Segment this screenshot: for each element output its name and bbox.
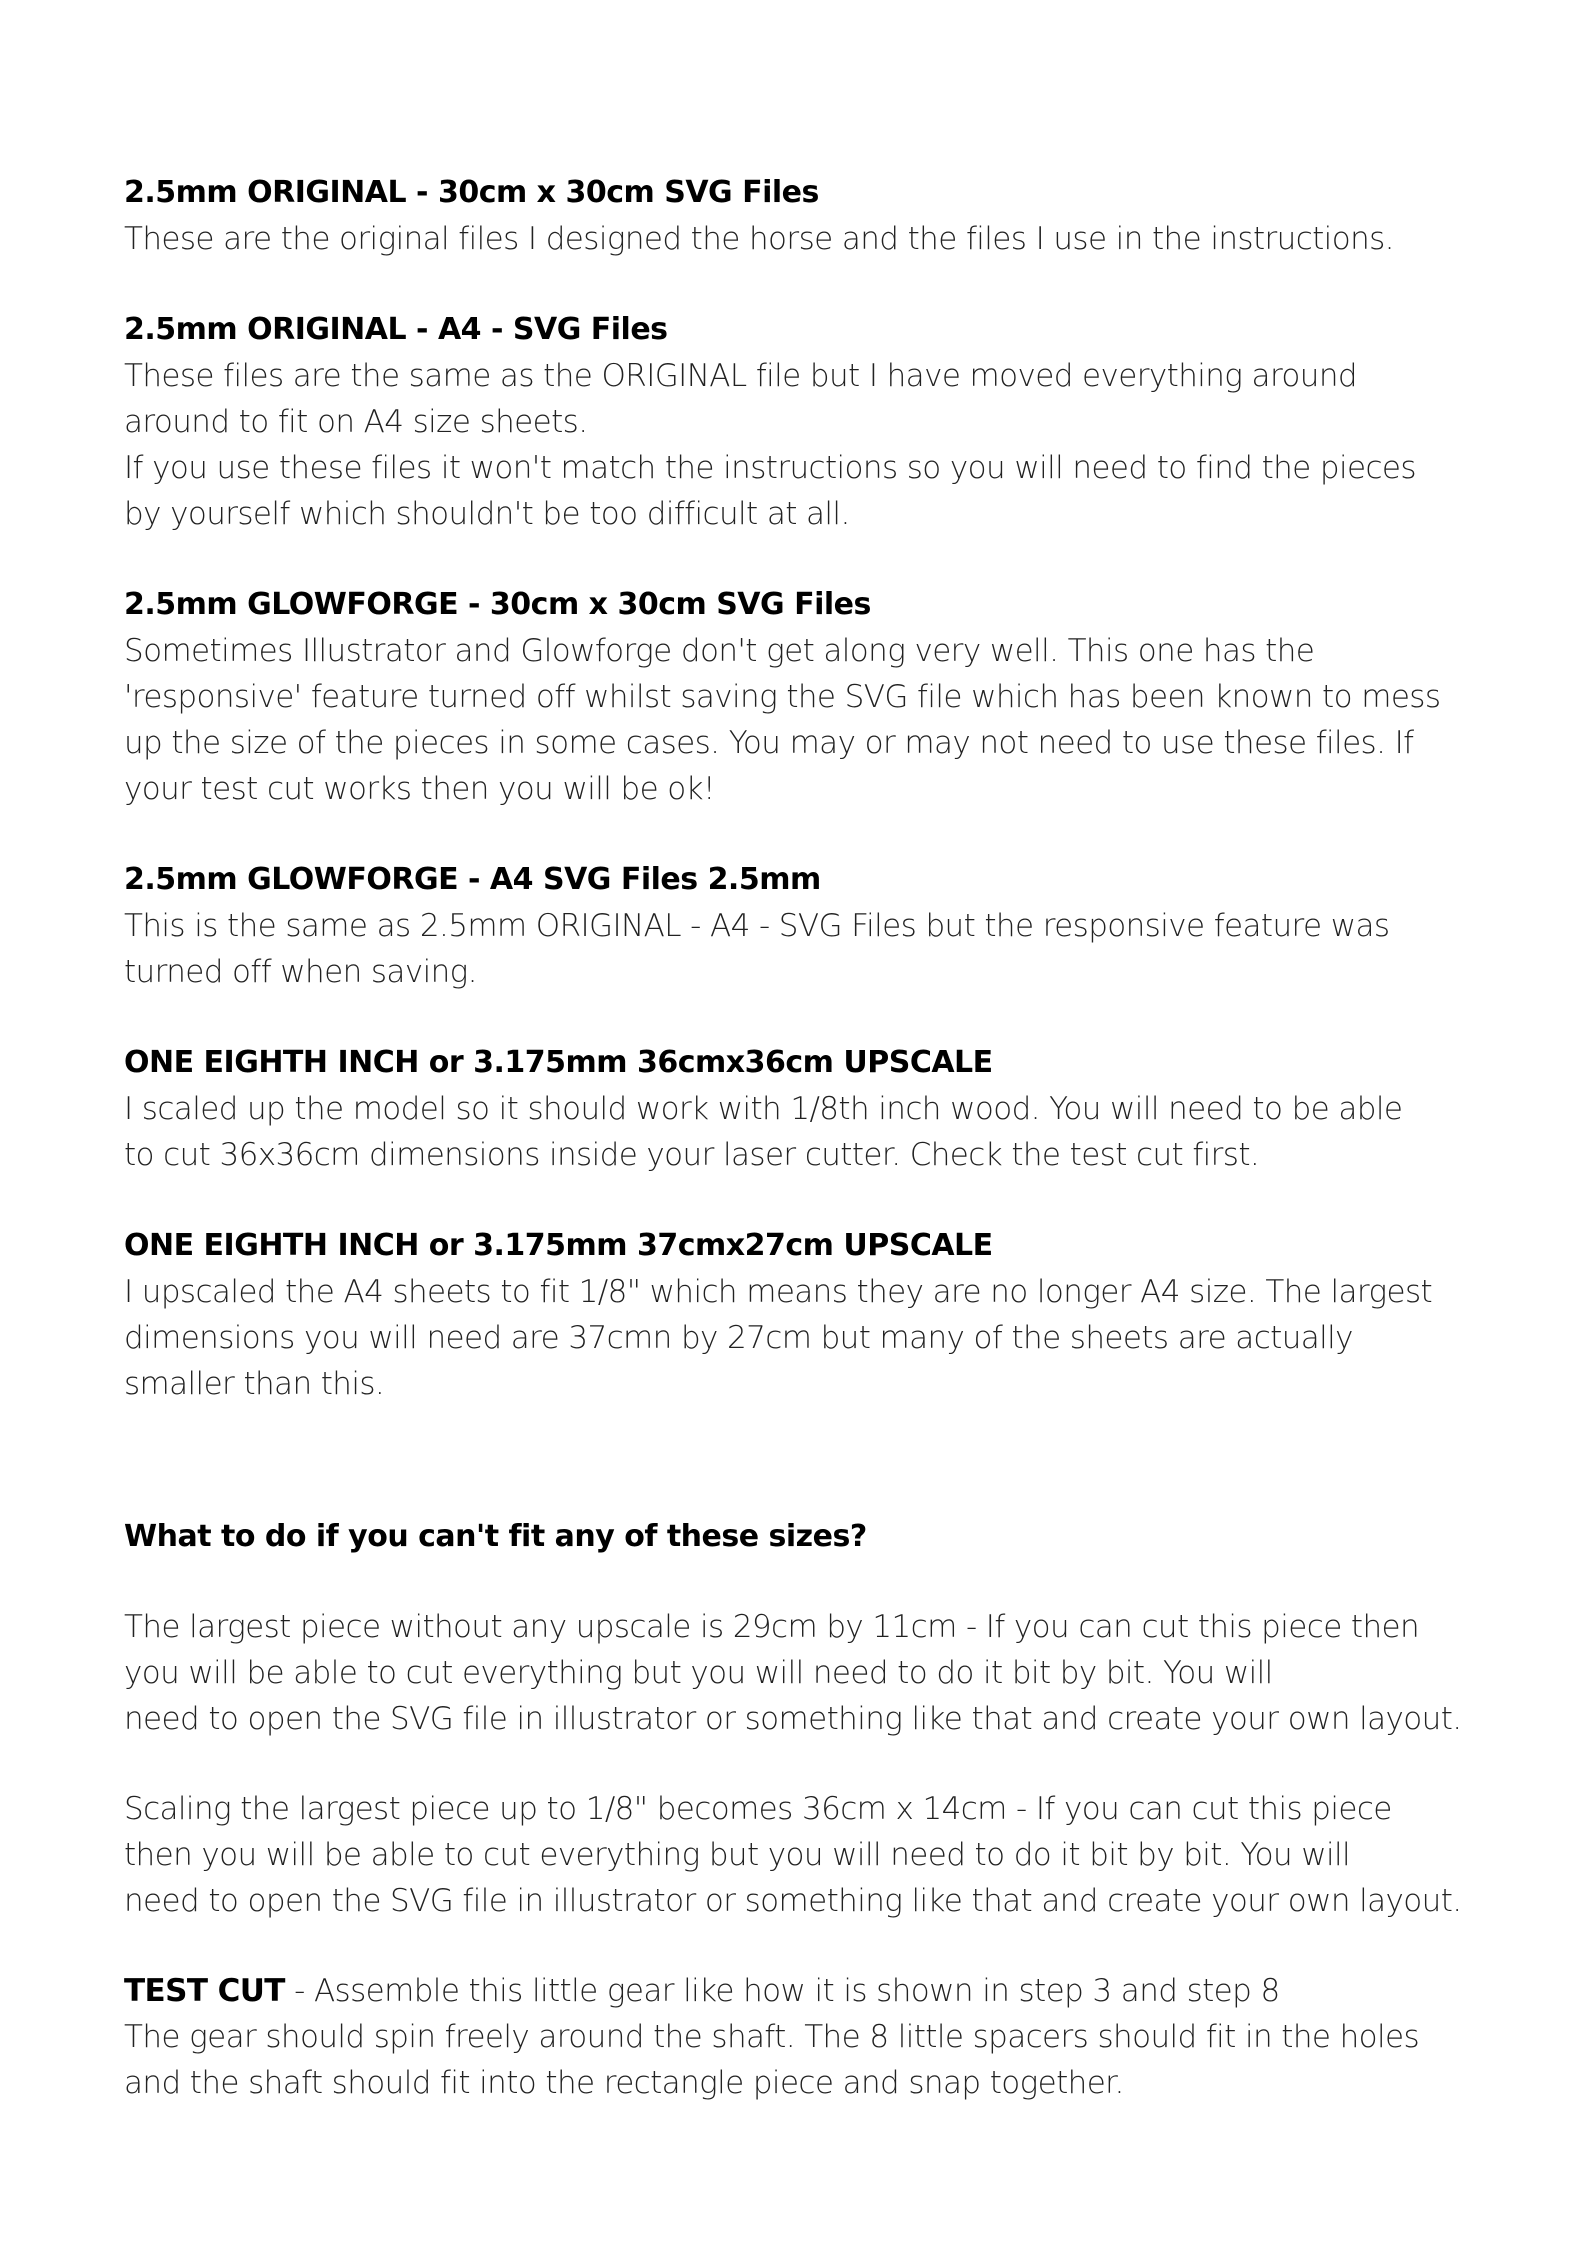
test-cut-label: TEST CUT xyxy=(124,1973,285,2009)
test-cut-first-line xyxy=(124,1968,1484,2014)
section-glowforge-a4 xyxy=(124,857,1484,995)
section-original-30cm xyxy=(124,170,1484,262)
section-heading: 2.5mm ORIGINAL - A4 - SVG Files xyxy=(124,312,668,347)
paragraph-line: need to open the SVG file in illustrator or something like that and create your own layout. xyxy=(124,1883,1462,1919)
section-text-line: 'responsive' feature turned off whilst saving the SVG file which has been known to mess xyxy=(124,679,1441,715)
section-text-line: This is the same as 2.5mm ORIGINAL - A4 - SVG Files but the responsive feature was xyxy=(124,908,1390,944)
section-text-line: your test cut works then you will be ok! xyxy=(124,771,715,807)
paragraph-line: Scaling the largest piece up to 1/8" becomes 36cm x 14cm - If you can cut this piece xyxy=(124,1791,1392,1827)
spacer xyxy=(124,1452,1484,1514)
section-test-cut xyxy=(124,1968,1484,2106)
section-text-line: These are the original files I designed the horse and the files I use in the instructions. xyxy=(124,221,1394,257)
test-cut-line: and the shaft should fit into the rectangle piece and snap together. xyxy=(124,2065,1124,2101)
section-text-line: smaller than this. xyxy=(124,1366,385,1402)
section-text-line: dimensions you will need are 37cmn by 27cm but many of the sheets are actually xyxy=(124,1320,1353,1356)
section-heading: 2.5mm GLOWFORGE - 30cm x 30cm SVG Files xyxy=(124,587,871,622)
section-heading: ONE EIGHTH INCH or 3.175mm 37cmx27cm UPSCALE xyxy=(124,1228,993,1263)
section-text-line: around to fit on A4 size sheets. xyxy=(124,404,588,440)
section-text-line: turned off when saving. xyxy=(124,954,477,990)
section-text-line: by yourself which shouldn't be too difficult at all. xyxy=(124,496,850,532)
section-glowforge-30cm xyxy=(124,582,1484,812)
paragraph-line: need to open the SVG file in illustrator or something like that and create your own layout. xyxy=(124,1701,1462,1737)
paragraph-no-upscale xyxy=(124,1604,1484,1742)
paragraph-line: you will be able to cut everything but you will need to do it bit by bit. You will xyxy=(124,1655,1273,1691)
section-text-line: up the size of the pieces in some cases. You may or may not need to use these files. If xyxy=(124,725,1414,761)
question-heading: What to do if you can't fit any of these sizes? xyxy=(124,1519,867,1554)
section-text-line: I upscaled the A4 sheets to fit 1/8" which means they are no longer A4 size. The largest xyxy=(124,1274,1433,1310)
section-cant-fit xyxy=(124,1514,1484,1924)
section-heading: 2.5mm GLOWFORGE - A4 SVG Files 2.5mm xyxy=(124,862,821,897)
document-page xyxy=(124,170,1484,2106)
paragraph-upscale xyxy=(124,1786,1484,1924)
section-eighth-inch-37cm xyxy=(124,1223,1484,1407)
section-text-line: Sometimes Illustrator and Glowforge don't get along very well. This one has the xyxy=(124,633,1315,669)
section-text-line: These files are the same as the ORIGINAL file but I have moved everything around xyxy=(124,358,1357,394)
section-heading: ONE EIGHTH INCH or 3.175mm 36cmx36cm UPSCALE xyxy=(124,1045,993,1080)
test-cut-first-line-text: - Assemble this little gear like how it is shown in step 3 and step 8 xyxy=(284,1973,1280,2009)
section-text-line: to cut 36x36cm dimensions inside your laser cutter. Check the test cut first. xyxy=(124,1137,1260,1173)
section-eighth-inch-36cm xyxy=(124,1040,1484,1178)
paragraph-line: then you will be able to cut everything but you will need to do it bit by bit. You will xyxy=(124,1837,1351,1873)
test-cut-line: The gear should spin freely around the shaft. The 8 little spacers should fit in the holes xyxy=(124,2019,1420,2055)
paragraph-line: The largest piece without any upscale is 29cm by 11cm - If you can cut this piece then xyxy=(124,1609,1420,1645)
section-original-a4 xyxy=(124,307,1484,537)
section-heading: 2.5mm ORIGINAL - 30cm x 30cm SVG Files xyxy=(124,175,819,210)
section-text-line: If you use these files it won't match the instructions so you will need to find the pieces xyxy=(124,450,1416,486)
section-text-line: I scaled up the model so it should work with 1/8th inch wood. You will need to be able xyxy=(124,1091,1403,1127)
